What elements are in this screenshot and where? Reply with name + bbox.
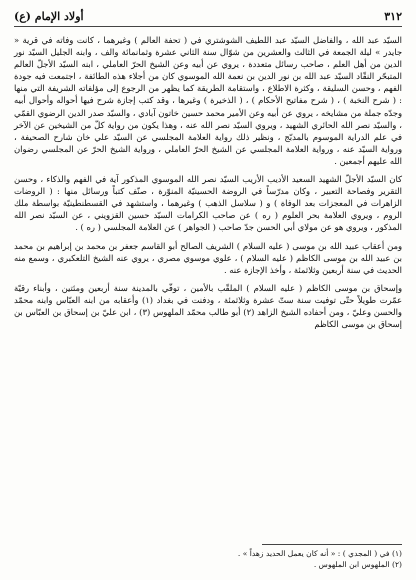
footnotes [14,544,402,570]
footnote-divider [262,544,402,545]
paragraph: ومن أعقاب عبيد الله بن موسى ( عليه السلام ) الشريف الصالح أبو القاسم جعفر بن محمد بن إبراهيم بن محمد بن عبيد الله بن موسى الكاظم ( عليه السلام ) ، علوي موسوي مصري ، يروي عنه الشيخ التلعكبري ، وسمع منه الحديث في سنة أربعين وثلاثمئة ، وأخذ الإجازة عنه . [14,240,402,275]
paragraph: وإسحاق بن موسى الكاظم ( عليه السلام ) الملقّب بالأمين ، توفّي بالمدينة سنة أربعين ومئتين ، وأبناء رقيّة عمّرت طويلاً حتّى توفيت سنة ستّ عشرة وثلاثمئة ، ودفنت في بغداد (١) وأعقابه من ابنه العبّاس وابنه محمّد والحسن وعليّ ، ومن أحفاده الشيخ الزاهد (٢) أبو طالب محمّد الملهوس (٣) ، ابن عليّ بن إسحاق بن العبّاس بن إسحاق بن موسى الكاظم [14,282,402,330]
main-text [14,34,402,332]
footnote: (٢) الملهوس ابن الملهوس . [313,560,402,569]
running-title: أولاد الإمام (ع) [14,10,84,23]
page-number: ٣١٢ [384,10,402,23]
paragraph: السيّد عبد الله ، والفاضل السيّد عبد اللطيف الشوشتري في ( تحفة العالم ) وغيرهما ، كانت وفاته في قرية « جايدر » ليلة الجمعة في الثالث والعشرين من شوّال سنة الثاني عشرة وثمانمائة والف ، وابنه الجليل السيّد نور الدين من أهل العلم ، صاحب رسائل متعددة ، يروي عن أبيه وعن الشيخ الحرّ العاملي ، ابنه السيّد الأجلّ العالم المتبحّر النقّاد السيّد عبد الله بن نور الدين بن نعمة الله الموسوي كان من أجلاء هذه الطائفة ، اجتمعت فيه جودة الفهم ، وحسن السليقة ، وكثرة الاطلاع ، واستقامة الطريقة كما يظهر من الرجوع إلى مؤلفاته الشريفة التي منها : ( شرح النخبة ) ، ( شرح مفاتيح الأحكام ) ، ( الذخيرة ) وغيرها ، وقد كتب إجازة شرح فيها أحواله وأحوال أبيه وجدّه جملة من مشايخه ، يروي عن أبيه وعن الأمير محمد حسين خاتون آبادي ، والسيّد صدر الدين الرضوي القمّي ، والسيّد نصر الله الحائري الشهيد ، ويروي السيّد نصر الله عنه ، وهذا يكون من رواية كلّ من الشيخين عن الآخر في علم الدراية الموسوم بالمدبّج ، ونظير ذلك رواية العلامة المجلسي عن السيّد علي خان شارح الصحيفة ، ورواية السيّد عنه ، ورواية العلامة المجلسي عن الشيخ الحرّ العاملي ، ورواية الشيخ الحرّ عن المجلسي رضوان الله عليهم أجمعين . [14,35,402,166]
paragraph: كان السيّد الأجلّ الشهيد السعيد الأديب الأريب السيّد نصر الله الموسوي المذكور آية في الفهم والذكاء ، وحسن التقرير وفصاحة التعبير ، وكان مدرّساً في الروضة الحسينيّة المنوّرة ، صنّف كتباً ورسائل منها : ( الروضات الزاهرات في المعجزات بعد الوفاة ) و ( سلاسل الذهب ) وغيرهما ، واستشهد في القسطنطينيّة بواسطة ملك الروم ، ويروي العلامة بحر العلوم ( ره ) عن صاحب الكرامات السيّد حسين القزويني ، عن السيّد نصر الله المذكور ، ويروي هو عن مولاي أبي الحسن جدّ صاحب ( الجواهر ) عن العلامة المجلسي ( ره ) . [14,174,402,233]
running-head [14,10,402,27]
footnote: (١) في ( المجدي ) : « أنه كان يعمل الحديد زهداً » . [237,549,402,558]
